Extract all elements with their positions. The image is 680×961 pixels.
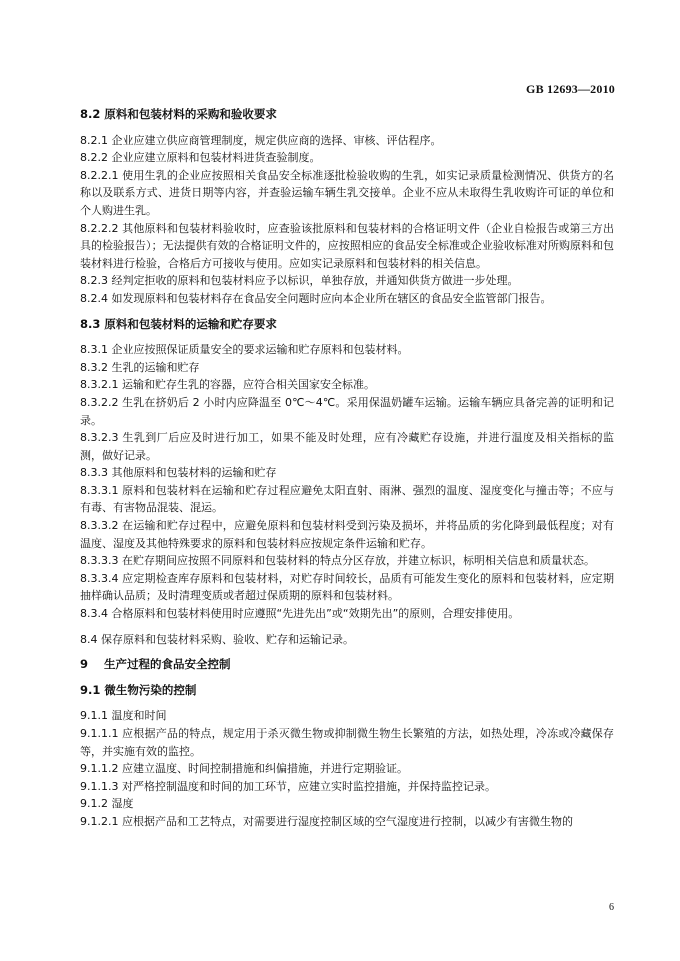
clause-paragraph: 9.1.1.2 应建立温度、时间控制措施和纠偏措施，并进行定期验证。: [80, 762, 408, 776]
clause-paragraph: 8.2.3 经判定拒收的原料和包装材料应予以标识，单独存放，并通知供货方做进一步处理。: [80, 274, 519, 288]
clause-paragraph: 8.3.3.4 应定期检查库存原料和包装材料，对贮存时间较长，品质有可能发生变化的原料和包装材料，应定期抽样确认品质；及时清理变质或者超过保质期的原料和包装材料。: [80, 571, 614, 603]
standard-number: GB 12693—2010: [526, 82, 615, 96]
section-heading: 9.1 微生物污染的控制: [80, 682, 197, 697]
clause-paragraph: 9.1.2 湿度: [80, 797, 134, 811]
clause-paragraph: 8.3.1 企业应按照保证质量安全的要求运输和贮存原料和包装材料。: [80, 343, 409, 357]
clause-paragraph: 8.2.2.2 其他原料和包装材料验收时，应查验该批原料和包装材料的合格证明文件（企业自检报告或第三方出具的检验报告）；无法提供有效的合格证明文件的，应按照相应的食品安全标准或企业验收标准对所购原料和包装材料进行检验，合格后方可接收与使用。应如实记录原料和包装材料的相关信息。: [80, 221, 614, 270]
section-heading: 8.2 原料和包装材料的采购和验收要求: [80, 107, 277, 121]
clause-paragraph: 9.1.2.1 应根据产品和工艺特点，对需要进行湿度控制区域的空气湿度进行控制，以减少有害微生物的: [80, 814, 573, 828]
clause-paragraph: 9.1.1.1 应根据产品的特点，规定用于杀灭微生物或抑制微生物生长繁殖的方法，如热处理，冷冻或冷藏保存等，并实施有效的监控。: [80, 727, 614, 758]
clause-paragraph: 8.3.4 合格原料和包装材料使用时应遵照“先进先出”或“效期先出”的原则，合理安排使用。: [80, 607, 520, 621]
clause-paragraph: 8.4 保存原料和包装材料采购、验收、贮存和运输记录。: [80, 632, 354, 646]
clause-paragraph: 8.3.3.1 原料和包装材料在运输和贮存过程应避免太阳直射、雨淋、强烈的温度、湿度变化与撞击等；不应与有毒、有害物品混装、混运。: [80, 483, 614, 515]
clause-paragraph: 9.1.1 温度和时间: [80, 709, 167, 723]
page-number: 6: [609, 902, 614, 913]
clause-paragraph: 8.2.2 企业应建立原料和包装材料进货查验制度。: [80, 151, 321, 165]
clause-paragraph: 8.2.4 如发现原料和包装材料存在食品安全问题时应向本企业所在辖区的食品安全监管部门报告。: [80, 291, 552, 305]
clause-paragraph: 8.3.2.1 运输和贮存生乳的容器，应符合相关国家安全标准。: [80, 378, 375, 392]
section-heading: 8.3 原料和包装材料的运输和贮存要求: [80, 316, 277, 331]
clause-paragraph: 8.2.1 企业应建立供应商管理制度，规定供应商的选择、审核、评估程序。: [80, 133, 442, 147]
clause-paragraph: 8.3.3.3 在贮存期间应按照不同原料和包装材料的特点分区存放，并建立标识，标明相关信息和质量状态。: [80, 554, 595, 568]
clause-paragraph: 8.3.3.2 在运输和贮存过程中，应避免原料和包装材料受到污染及损坏，并将品质的劣化降到最低程度；对有温度、湿度及其他特殊要求的原料和包装材料应按规定条件运输和贮存。: [80, 519, 614, 550]
clause-paragraph: 8.3.2.2 生乳在挤奶后 2 小时内应降温至 0℃～4℃。采用保温奶罐车运输。运输车辆应具备完善的证明和记录。: [80, 395, 614, 427]
clause-paragraph: 8.3.3 其他原料和包装材料的运输和贮存: [80, 466, 277, 480]
clause-paragraph: 8.3.2 生乳的运输和贮存: [80, 360, 200, 374]
clause-paragraph: 8.2.2.1 使用生乳的企业应按照相关食品安全标准逐批检验收购的生乳，如实记录质量检测情况、供货方的名称以及联系方式、进货日期等内容，并查验运输车辆生乳交接单。企业不应从未取得生乳收购许可证的单位和个人购进生乳。: [80, 168, 614, 217]
clause-paragraph: 8.3.2.3 生乳到厂后应及时进行加工，如果不能及时处理，应有冷藏贮存设施，并进行温度及相关指标的监测，做好记录。: [80, 431, 614, 462]
document-body: [80, 106, 614, 831]
clause-paragraph: 9.1.1.3 对严格控制温度和时间的加工环节，应建立实时监控措施，并保持监控记录。: [80, 779, 496, 793]
section-heading: 9 生产过程的食品安全控制: [80, 657, 231, 672]
